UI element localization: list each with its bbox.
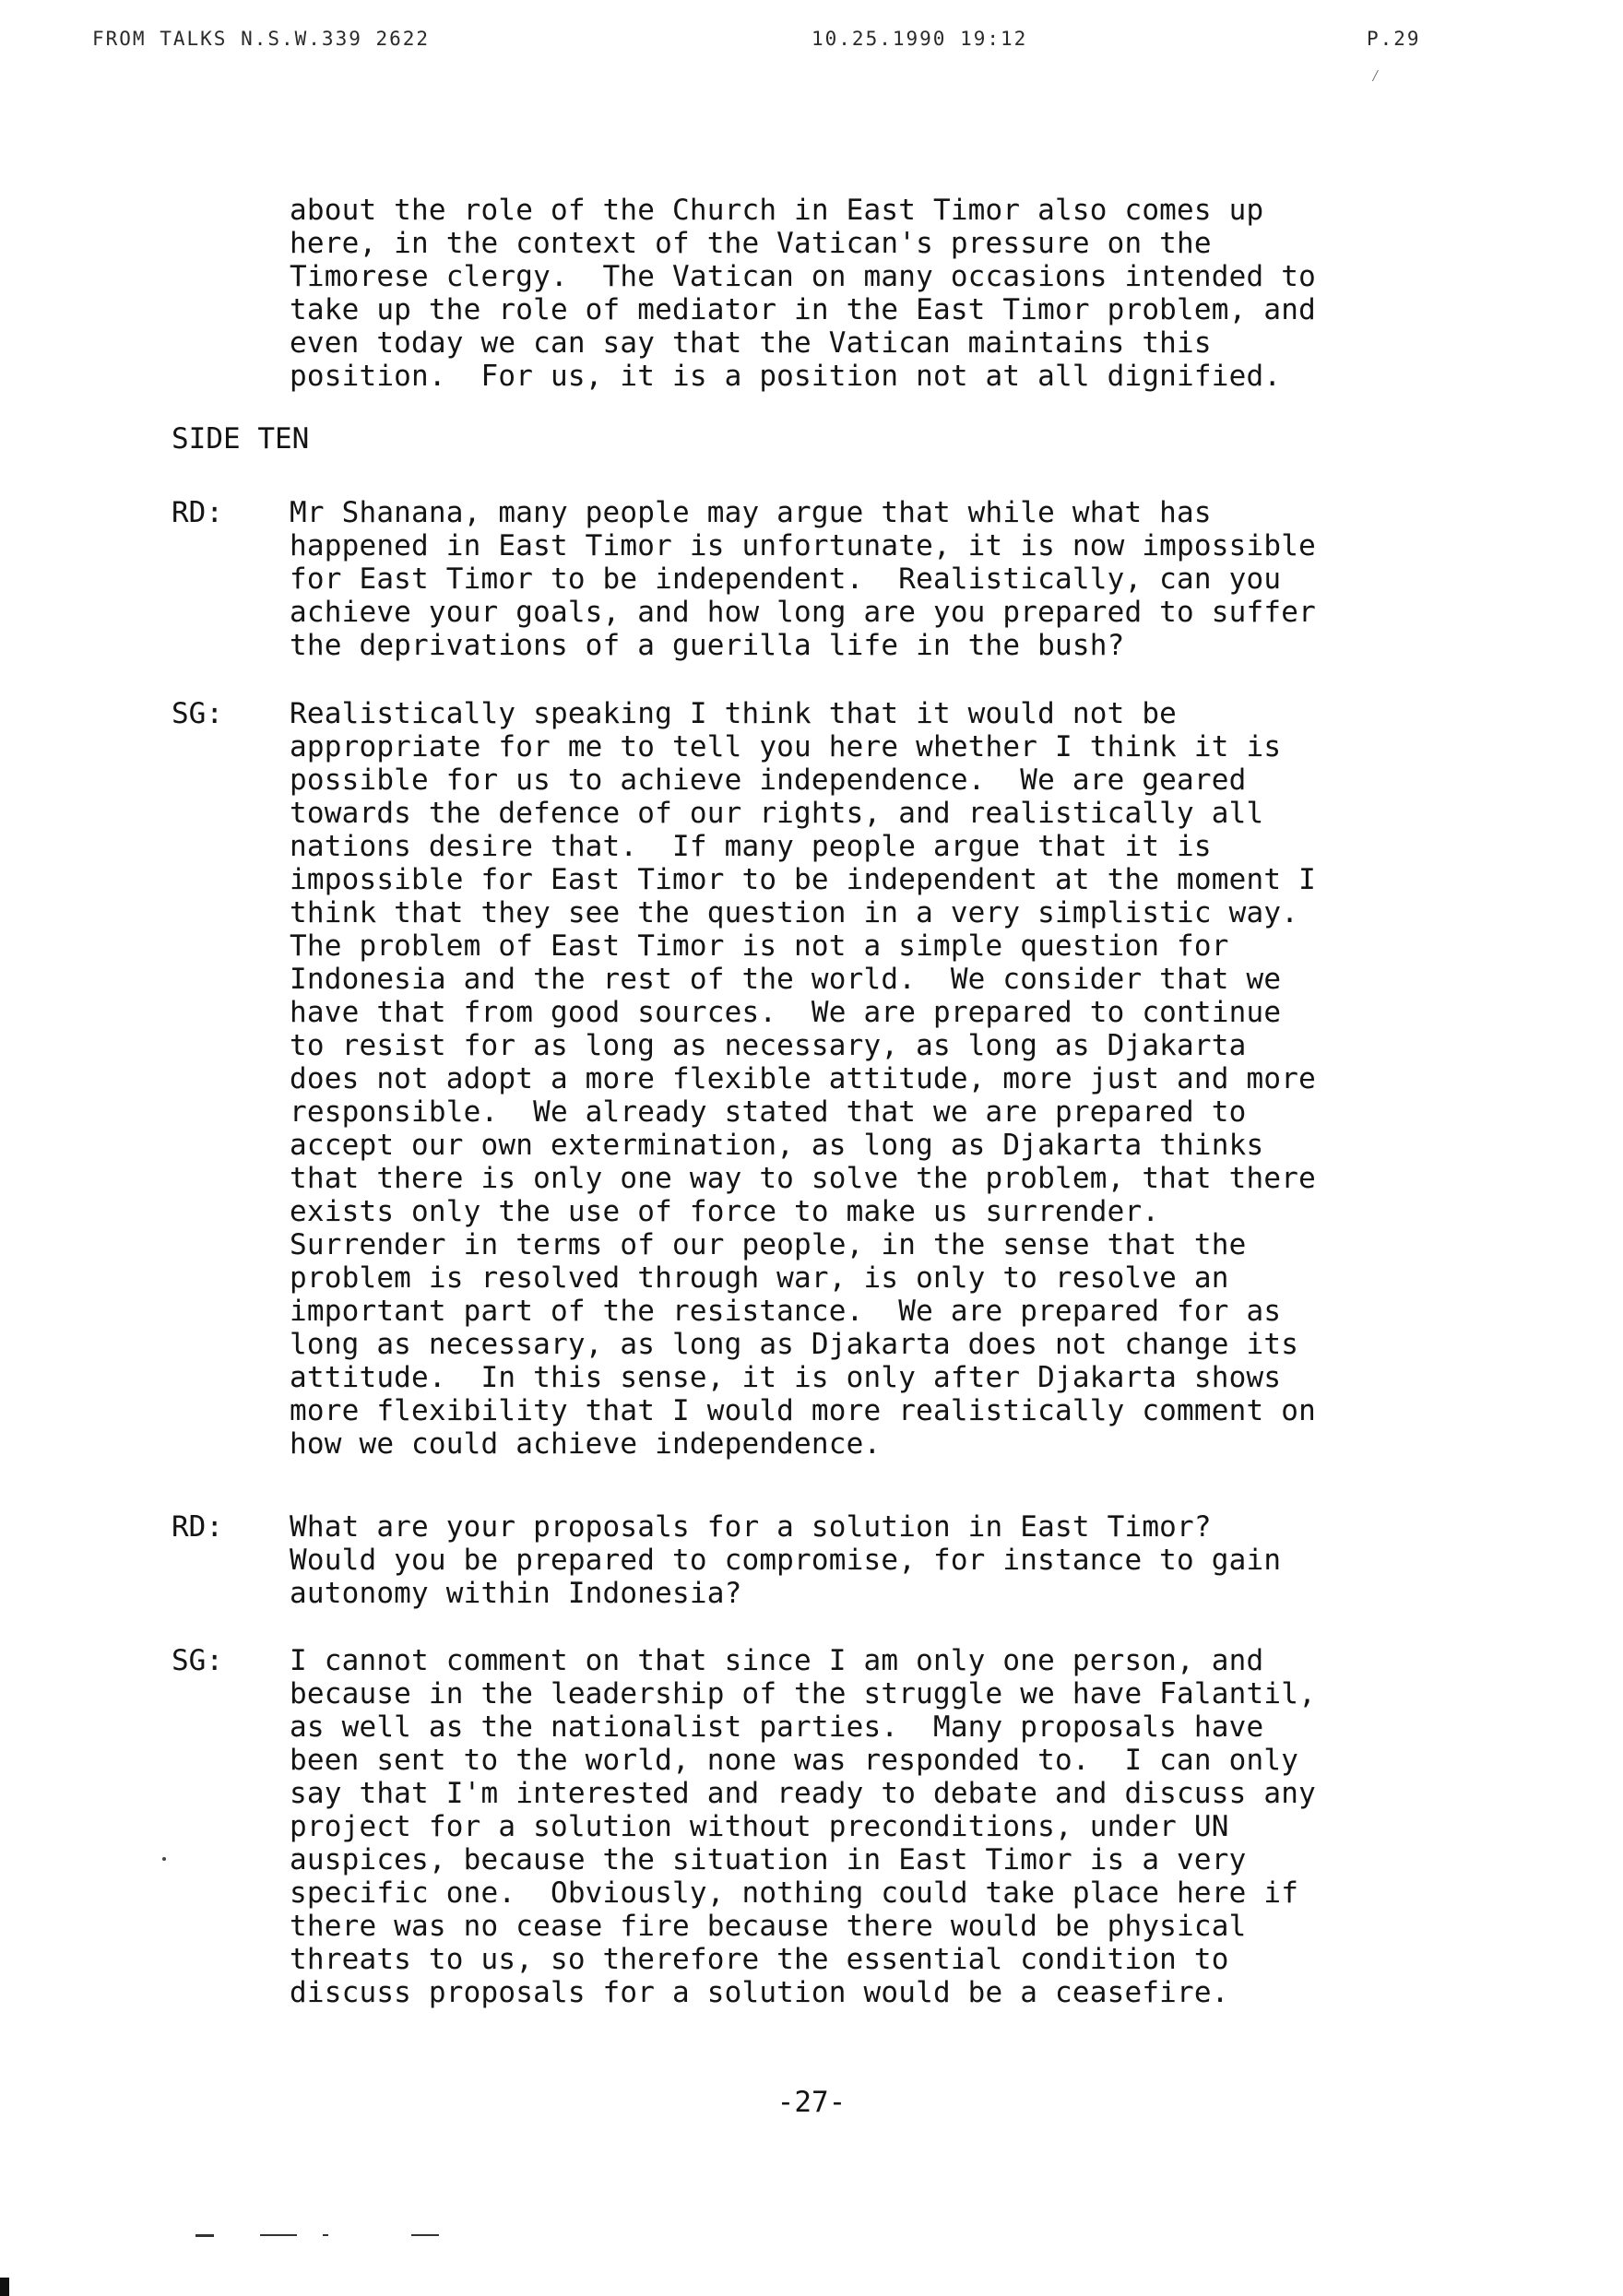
scan-artifact — [323, 2234, 328, 2236]
scan-mark-icon: ⁄ — [1370, 66, 1380, 86]
text-line: appropriate for me to tell you here whether I think it is — [290, 730, 1282, 763]
speaker-label: SG: — [172, 697, 223, 730]
text-line: long as necessary, as long as Djakarta does not change its — [290, 1328, 1299, 1361]
text-line: exists only the use of force to make us surrender. — [290, 1195, 1160, 1228]
text-line: take up the role of mediator in the East Timor problem, and — [290, 293, 1316, 326]
text-line: attitude. In this sense, it is only after Djakarta shows — [290, 1361, 1282, 1394]
speaker-label: SG: — [172, 1644, 223, 1677]
scan-artifact — [411, 2234, 439, 2236]
text-line: Mr Shanana, many people may argue that while what has — [290, 496, 1212, 529]
scan-artifact — [195, 2234, 214, 2237]
section-heading: SIDE TEN — [172, 422, 310, 456]
text-line: project for a solution without preconditions, under UN — [290, 1810, 1229, 1843]
text-line: The problem of East Timor is not a simple question for — [290, 929, 1229, 963]
text-line: to resist for as long as necessary, as long as Djakarta — [290, 1029, 1247, 1062]
text-line: Would you be prepared to compromise, for instance to gain — [290, 1544, 1282, 1577]
text-line: Surrender in terms of our people, in the sense that the — [290, 1228, 1247, 1261]
fax-datetime: 10.25.1990 19:12 — [812, 28, 1028, 50]
text-line: even today we can say that the Vatican maintains this — [290, 326, 1212, 360]
text-line: position. For us, it is a position not at all dignified. — [290, 360, 1282, 393]
speaker-label: RD: — [172, 496, 223, 529]
text-line: there was no cease fire because there would be physical — [290, 1910, 1247, 1943]
text-line: problem is resolved through war, is only to resolve an — [290, 1261, 1229, 1295]
text-line: as well as the nationalist parties. Many proposals have — [290, 1710, 1264, 1744]
exchange-text — [290, 1510, 1281, 1610]
text-line: specific one. Obviously, nothing could take place here if — [290, 1876, 1299, 1910]
text-line: how we could achieve independence. — [290, 1427, 882, 1461]
continuation-paragraph — [290, 194, 1316, 393]
page-number: -27- — [776, 2086, 847, 2119]
text-line: What are your proposals for a solution in East Timor? — [290, 1510, 1212, 1544]
scan-artifact — [260, 2234, 297, 2236]
text-line: responsible. We already stated that we are prepared to — [290, 1095, 1247, 1129]
fax-page-number: P.29 — [1367, 28, 1421, 50]
text-line: possible for us to achieve independence. We are geared — [290, 763, 1247, 797]
text-line: Realistically speaking I think that it would not be — [290, 697, 1178, 730]
text-line: accept our own extermination, as long as Djakarta thinks — [290, 1129, 1264, 1162]
text-line: Indonesia and the rest of the world. We consider that we — [290, 963, 1282, 996]
text-line: for East Timor to be independent. Realistically, can you — [290, 562, 1282, 596]
exchange-text — [290, 496, 1316, 662]
text-line: impossible for East Timor to be independent at the moment I — [290, 863, 1316, 896]
text-line: happened in East Timor is unfortunate, it is now impossible — [290, 529, 1316, 562]
text-line: auspices, because the situation in East Timor is a very — [290, 1843, 1247, 1876]
exchange-text — [290, 697, 1316, 1461]
text-line: nations desire that. If many people argue that it is — [290, 830, 1212, 863]
text-line: I cannot comment on that since I am only one person, and — [290, 1644, 1264, 1677]
text-line: think that they see the question in a very simplistic way. — [290, 896, 1299, 929]
text-line: because in the leadership of the struggle we have Falantil, — [290, 1677, 1316, 1710]
text-line: here, in the context of the Vatican's pressure on the — [290, 227, 1212, 260]
text-line: have that from good sources. We are prepared to continue — [290, 996, 1282, 1029]
fax-sender: FROM TALKS N.S.W.339 2622 — [92, 28, 431, 50]
text-line: that there is only one way to solve the problem, that there — [290, 1162, 1316, 1195]
text-line: been sent to the world, none was responded to. I can only — [290, 1744, 1299, 1777]
speaker-label: RD: — [172, 1510, 223, 1544]
text-line: does not adopt a more flexible attitude, more just and more — [290, 1062, 1316, 1095]
text-line: discuss proposals for a solution would be a ceasefire. — [290, 1976, 1229, 2009]
scan-edge-mark — [0, 2278, 9, 2296]
text-line: autonomy within Indonesia? — [290, 1577, 742, 1610]
scan-speck — [162, 1857, 166, 1861]
text-line: threats to us, so therefore the essential condition to — [290, 1943, 1229, 1976]
text-line: say that I'm interested and ready to debate and discuss any — [290, 1777, 1316, 1810]
text-line: achieve your goals, and how long are you prepared to suffer — [290, 596, 1316, 629]
text-line: Timorese clergy. The Vatican on many occasions intended to — [290, 260, 1316, 293]
text-line: the deprivations of a guerilla life in the bush? — [290, 629, 1125, 662]
fax-header — [0, 28, 1623, 55]
text-line: more flexibility that I would more realistically comment on — [290, 1394, 1316, 1427]
exchange-text — [290, 1644, 1316, 2009]
text-line: about the role of the Church in East Timor also comes up — [290, 194, 1264, 227]
text-line: important part of the resistance. We are prepared for as — [290, 1295, 1282, 1328]
text-line: towards the defence of our rights, and realistically all — [290, 797, 1264, 830]
